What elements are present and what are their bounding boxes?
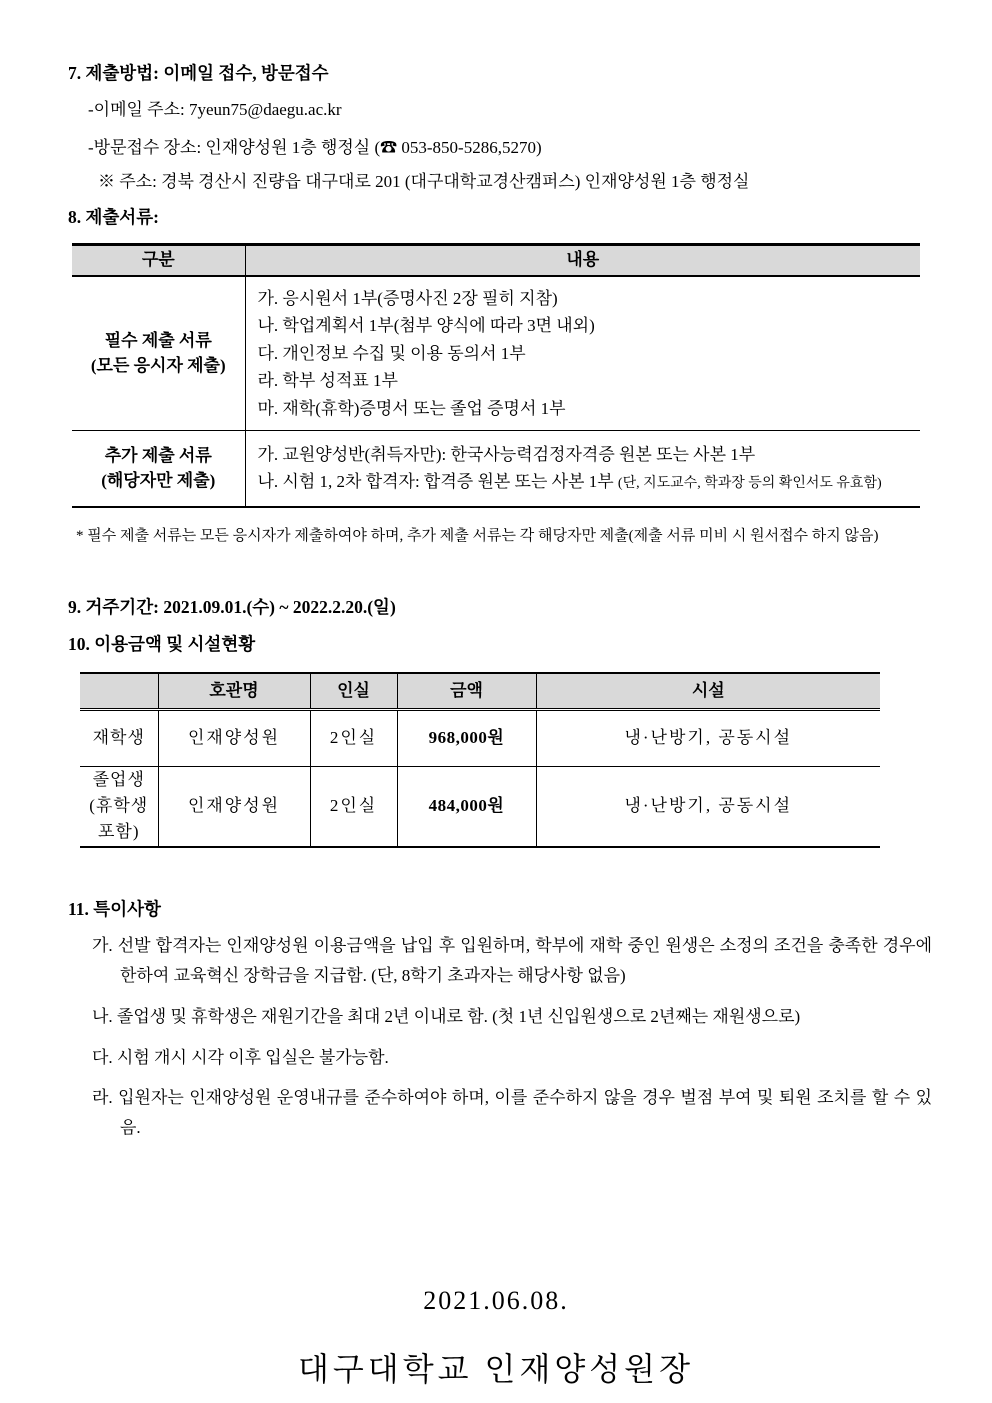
table-row [72, 431, 920, 507]
section11-title: 11. 특이사항 [68, 898, 161, 919]
section7-visit-line: -방문접수 장소: 인재양성원 1층 행정실 (☎ 053-850-5286,5270) [88, 137, 542, 157]
building-cell: 인재양성원 [158, 766, 310, 847]
row-label-graduates [80, 766, 158, 847]
building-cell: 인재양성원 [158, 709, 310, 766]
section7-title: 7. 제출방법: 이메일 접수, 방문접수 [68, 63, 329, 83]
table-header-row [72, 245, 920, 276]
fee-cell: 484,000원 [397, 766, 536, 847]
label-line: 졸업생 [92, 769, 145, 789]
section8-title: 8. 제출서류: [68, 207, 159, 228]
special-note-item: 가. 선발 합격자는 인재양성원 이용금액을 납입 후 입원하며, 학부에 재학 중인 원생은 소정의 조건을 충족한 경우에 한하여 교육혁신 장학금을 지급함. (단, 8학기 초과자는 해당사항 없음) [92, 936, 932, 986]
label-line: 포함) [97, 822, 140, 842]
column-header-facility: 시설 [536, 673, 880, 709]
special-note-item: 라. 입원자는 인재양성원 운영내규를 준수하여야 하며, 이를 준수하지 않을 경우 벌점 부여 및 퇴원 조치를 할 수 있음. [92, 1088, 932, 1138]
category-label: 필수 제출 서류 [104, 330, 212, 350]
room-type-cell: 2인실 [310, 766, 397, 847]
category-sublabel: (해당자만 제출) [101, 471, 216, 491]
additional-documents-category-cell [72, 431, 245, 507]
list-item-note: (단, 지도교수, 학과장 등의 확인서도 유효함) [617, 476, 882, 492]
section7-address-line: ※ 주소: 경북 경산시 진량읍 대구대로 201 (대구대학교경산캠퍼스) 인재양성원 1층 행정실 [98, 171, 750, 191]
special-note-item: 다. 시험 개시 시각 이후 입실은 불가능함. [92, 1047, 389, 1067]
column-header-content: 내용 [245, 245, 920, 276]
list-item: 마. 재학(휴학)증명서 또는 졸업 증명서 1부 [257, 398, 566, 418]
required-documents-category-cell [72, 276, 245, 431]
table-header-row [80, 673, 880, 709]
special-note-item: 나. 졸업생 및 휴학생은 재원기간을 최대 2년 이내로 함. (첫 1년 신입원생으로 2년째는 재원생으로) [92, 1006, 801, 1026]
facility-cell: 냉·난방기, 공동시설 [536, 766, 880, 847]
section10-title: 10. 이용금액 및 시설현황 [68, 633, 256, 654]
list-item: 다. 개인정보 수집 및 이용 동의서 1부 [257, 343, 526, 363]
column-header-category: 구분 [72, 245, 245, 276]
submission-footnote: * 필수 제출 서류는 모든 응시자가 제출하여야 하며, 추가 제출 서류는 각 해당자만 제출(제출 서류 미비 시 원서접수 하지 않음) [76, 527, 879, 544]
fees-facilities-table [80, 672, 880, 848]
list-item: 라. 학부 성적표 1부 [257, 371, 398, 391]
issue-date: 2021.06.08. [423, 1285, 569, 1315]
list-item: 나. 학업계획서 1부(첨부 양식에 따라 3면 내외) [257, 316, 595, 336]
spacer [68, 546, 924, 596]
submission-documents-table [72, 243, 920, 508]
category-sublabel: (모든 응시자 제출) [90, 356, 226, 376]
table-row [72, 276, 920, 431]
column-header-blank [80, 673, 158, 709]
fee-cell: 968,000원 [397, 709, 536, 766]
section7-email-line: -이메일 주소: 7yeun75@daegu.ac.kr [88, 99, 342, 119]
spacer [68, 848, 924, 898]
required-documents-list-cell [245, 276, 920, 431]
column-header-building: 호관명 [158, 673, 310, 709]
list-item [258, 468, 911, 496]
facility-cell: 냉·난방기, 공동시설 [624, 727, 793, 747]
issuer-signature: 대구대학교 인재양성원장 [297, 1350, 695, 1387]
list-item: 가. 응시원서 1부(증명사진 2장 필히 지참) [257, 288, 558, 308]
table-row [80, 709, 880, 766]
column-header-fee: 금액 [397, 673, 536, 709]
label-line: (휴학생 [89, 796, 149, 816]
additional-documents-list-cell [245, 431, 920, 507]
table-row [80, 766, 880, 847]
list-item-text: 가. 교원양성반(취득자만): 한국사능력검정자격증 원본 또는 사본 1부 [257, 444, 756, 464]
column-header-room-type: 인실 [310, 673, 397, 709]
list-item [258, 441, 911, 469]
row-label-enrolled: 재학생 [80, 709, 158, 766]
category-label: 추가 제출 서류 [104, 445, 212, 465]
list-item-text: 나. 시험 1, 2차 합격자: 합격증 원본 또는 사본 1부 [257, 472, 618, 492]
section9-title: 9. 거주기간: 2021.09.01.(수) ~ 2022.2.20.(일) [68, 596, 396, 617]
room-type-cell: 2인실 [310, 709, 397, 766]
